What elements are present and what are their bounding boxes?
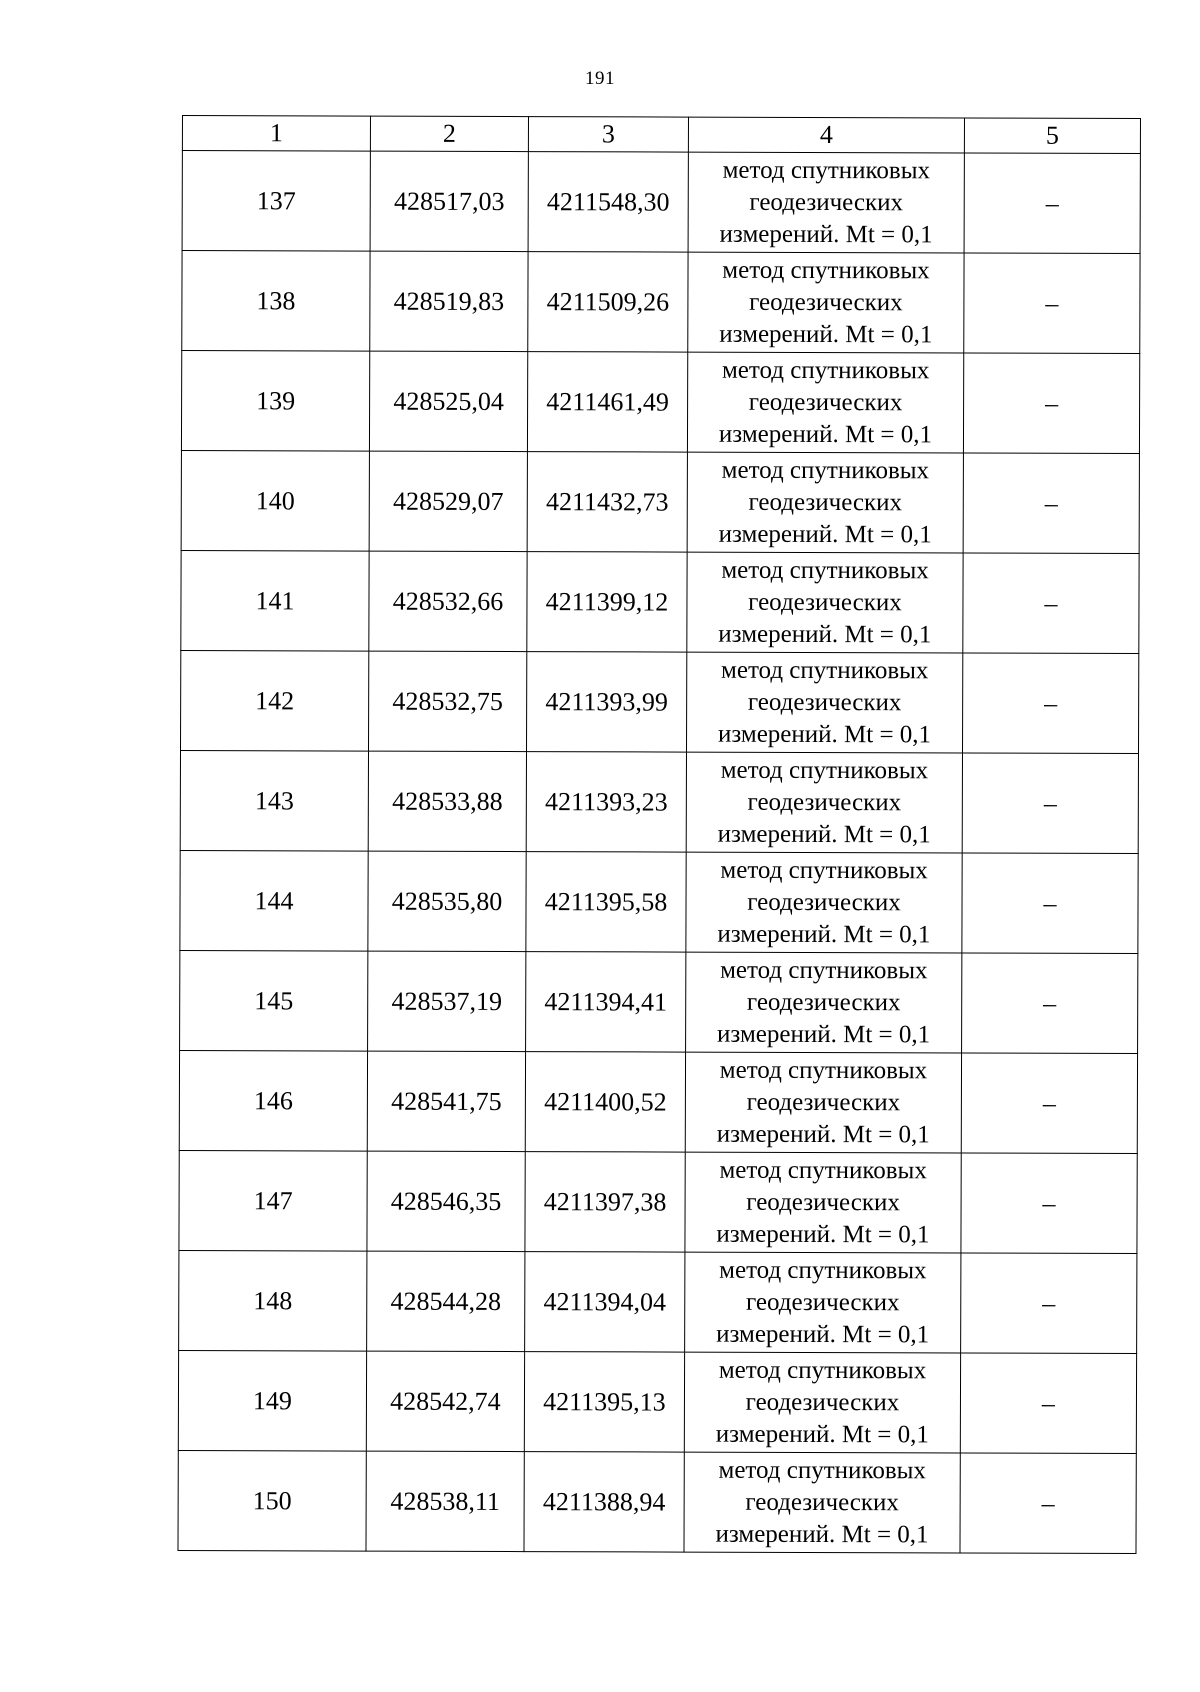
method-line: измерений. Mt = 0,1	[716, 1320, 930, 1348]
table-row	[182, 251, 1140, 354]
method-line: измерений. Mt = 0,1	[718, 420, 933, 448]
method-line: геодезических	[747, 688, 902, 716]
method-line: метод спутниковых	[719, 1156, 927, 1184]
method-line: измерений. Mt = 0,1	[715, 1420, 929, 1448]
x-coordinate-cell: 428529,07	[369, 451, 527, 551]
method-line: метод спутниковых	[721, 656, 929, 684]
y-coordinate-cell: 4211432,73	[527, 452, 687, 553]
table-row	[180, 750, 1138, 853]
x-coordinate-cell: 428535,80	[368, 851, 526, 951]
method-line: геодезических	[745, 1288, 900, 1316]
table-header	[182, 116, 1140, 154]
method-cell	[684, 1452, 960, 1553]
note-cell: –	[961, 1053, 1137, 1154]
note-cell: –	[961, 1153, 1137, 1254]
x-coordinate-cell: 428546,35	[367, 1151, 525, 1251]
point-number-cell: 139	[181, 351, 369, 452]
method-cell	[685, 1252, 961, 1353]
method-line: измерений. Mt = 0,1	[719, 220, 933, 248]
table-row	[181, 650, 1139, 753]
method-line: измерений. Mt = 0,1	[716, 1220, 930, 1248]
method-line: геодезических	[746, 988, 901, 1016]
method-cell	[684, 1352, 960, 1453]
method-line: измерений. Mt = 0,1	[716, 1120, 930, 1148]
x-coordinate-cell: 428537,19	[368, 951, 526, 1051]
table-row	[180, 950, 1138, 1053]
method-line: метод спутниковых	[722, 256, 930, 284]
method-line: метод спутниковых	[720, 956, 928, 984]
x-coordinate-cell: 428533,88	[368, 751, 526, 851]
header-col-3: 3	[528, 117, 688, 153]
point-number-cell: 144	[180, 850, 368, 951]
method-line: геодезических	[745, 1388, 900, 1416]
x-coordinate-cell: 428532,66	[369, 551, 527, 651]
y-coordinate-cell: 4211395,13	[524, 1352, 684, 1453]
method-line: измерений. Mt = 0,1	[717, 920, 931, 948]
point-number-cell: 146	[179, 1050, 367, 1151]
point-number-cell: 147	[179, 1150, 367, 1251]
method-cell	[687, 352, 963, 453]
table-body	[178, 151, 1140, 1554]
method-line: метод спутниковых	[720, 856, 928, 884]
header-col-1: 1	[182, 116, 370, 152]
method-cell	[688, 152, 964, 253]
header-col-2: 2	[370, 116, 528, 151]
method-cell	[688, 252, 964, 353]
method-line: геодезических	[746, 1088, 901, 1116]
note-cell: –	[962, 953, 1138, 1054]
x-coordinate-cell: 428532,75	[369, 651, 527, 751]
table-row	[182, 151, 1140, 254]
point-number-cell: 137	[182, 151, 370, 252]
method-cell	[687, 652, 963, 753]
method-line: геодезических	[746, 1188, 900, 1216]
method-line: измерений. Mt = 0,1	[718, 520, 932, 548]
method-line: измерений. Mt = 0,1	[717, 1020, 931, 1048]
note-cell: –	[962, 753, 1138, 854]
method-line: геодезических	[747, 888, 901, 916]
point-number-cell: 150	[178, 1450, 366, 1551]
method-line: измерений. Mt = 0,1	[715, 1520, 929, 1548]
x-coordinate-cell: 428525,04	[369, 351, 527, 451]
method-cell	[685, 1152, 961, 1253]
method-line: измерений. Mt = 0,1	[719, 320, 933, 348]
method-line: геодезических	[748, 588, 902, 616]
y-coordinate-cell: 4211393,23	[526, 752, 686, 853]
method-cell	[687, 552, 963, 653]
method-line: измерений. Mt = 0,1	[717, 820, 931, 848]
method-line: измерений. Mt = 0,1	[718, 620, 932, 648]
note-cell: –	[963, 553, 1139, 654]
note-cell: –	[963, 453, 1139, 554]
x-coordinate-cell: 428542,74	[366, 1351, 524, 1451]
method-line: метод спутниковых	[722, 156, 931, 184]
method-line: метод спутниковых	[721, 556, 929, 584]
point-number-cell: 138	[182, 251, 370, 352]
x-coordinate-cell: 428538,11	[366, 1451, 524, 1551]
table-row	[181, 450, 1139, 553]
point-number-cell: 143	[180, 750, 368, 851]
method-line: метод спутниковых	[718, 1356, 927, 1384]
method-cell	[686, 952, 962, 1053]
table-row	[181, 351, 1139, 454]
table-row	[178, 1350, 1136, 1453]
method-line: геодезических	[749, 188, 904, 216]
note-cell: –	[964, 253, 1140, 354]
y-coordinate-cell: 4211399,12	[527, 552, 687, 653]
x-coordinate-cell: 428541,75	[367, 1051, 525, 1151]
note-cell: –	[961, 1253, 1137, 1354]
method-cell	[686, 852, 962, 953]
point-number-cell: 148	[179, 1250, 367, 1351]
note-cell: –	[960, 1453, 1136, 1554]
method-cell	[687, 452, 963, 553]
table-row	[179, 1250, 1137, 1353]
method-line: метод спутниковых	[719, 1056, 928, 1084]
page-number: 191	[585, 68, 615, 89]
method-line: геодезических	[747, 788, 902, 816]
header-col-5: 5	[964, 118, 1140, 154]
method-line: измерений. Mt = 0,1	[717, 720, 932, 748]
header-row	[182, 116, 1140, 154]
table-row	[178, 1450, 1136, 1553]
point-number-cell: 141	[181, 550, 369, 651]
table-row	[181, 550, 1139, 653]
point-number-cell: 149	[178, 1350, 366, 1451]
y-coordinate-cell: 4211394,41	[526, 952, 686, 1053]
y-coordinate-cell: 4211400,52	[525, 1052, 685, 1153]
x-coordinate-cell: 428544,28	[367, 1251, 525, 1351]
method-line: метод спутниковых	[718, 1456, 926, 1484]
x-coordinate-cell: 428517,03	[370, 151, 528, 251]
point-number-cell: 140	[181, 450, 369, 551]
header-col-4: 4	[688, 117, 964, 153]
method-line: геодезических	[749, 288, 903, 316]
method-line: геодезических	[745, 1488, 899, 1516]
y-coordinate-cell: 4211461,49	[527, 352, 687, 453]
table-row	[180, 850, 1138, 953]
y-coordinate-cell: 4211394,04	[525, 1252, 685, 1353]
y-coordinate-cell: 4211509,26	[528, 252, 688, 353]
y-coordinate-cell: 4211397,38	[525, 1152, 685, 1253]
table-row	[179, 1050, 1137, 1153]
method-cell	[685, 1052, 961, 1153]
method-line: метод спутниковых	[721, 356, 930, 384]
point-number-cell: 145	[180, 950, 368, 1051]
method-line: метод спутниковых	[720, 756, 929, 784]
note-cell: –	[964, 153, 1140, 254]
y-coordinate-cell: 4211393,99	[527, 652, 687, 753]
method-line: геодезических	[748, 488, 903, 516]
x-coordinate-cell: 428519,83	[370, 251, 528, 351]
note-cell: –	[963, 353, 1139, 454]
method-cell	[686, 752, 962, 853]
coordinates-table	[177, 115, 1141, 1554]
note-cell: –	[960, 1353, 1136, 1454]
note-cell: –	[962, 853, 1138, 954]
y-coordinate-cell: 4211388,94	[524, 1452, 684, 1553]
y-coordinate-cell: 4211395,58	[526, 852, 686, 953]
method-line: геодезических	[748, 388, 903, 416]
table-row	[179, 1150, 1137, 1253]
point-number-cell: 142	[181, 650, 369, 751]
method-line: метод спутниковых	[719, 1256, 927, 1284]
method-line: метод спутниковых	[721, 456, 930, 484]
note-cell: –	[962, 653, 1138, 754]
y-coordinate-cell: 4211548,30	[528, 152, 688, 253]
